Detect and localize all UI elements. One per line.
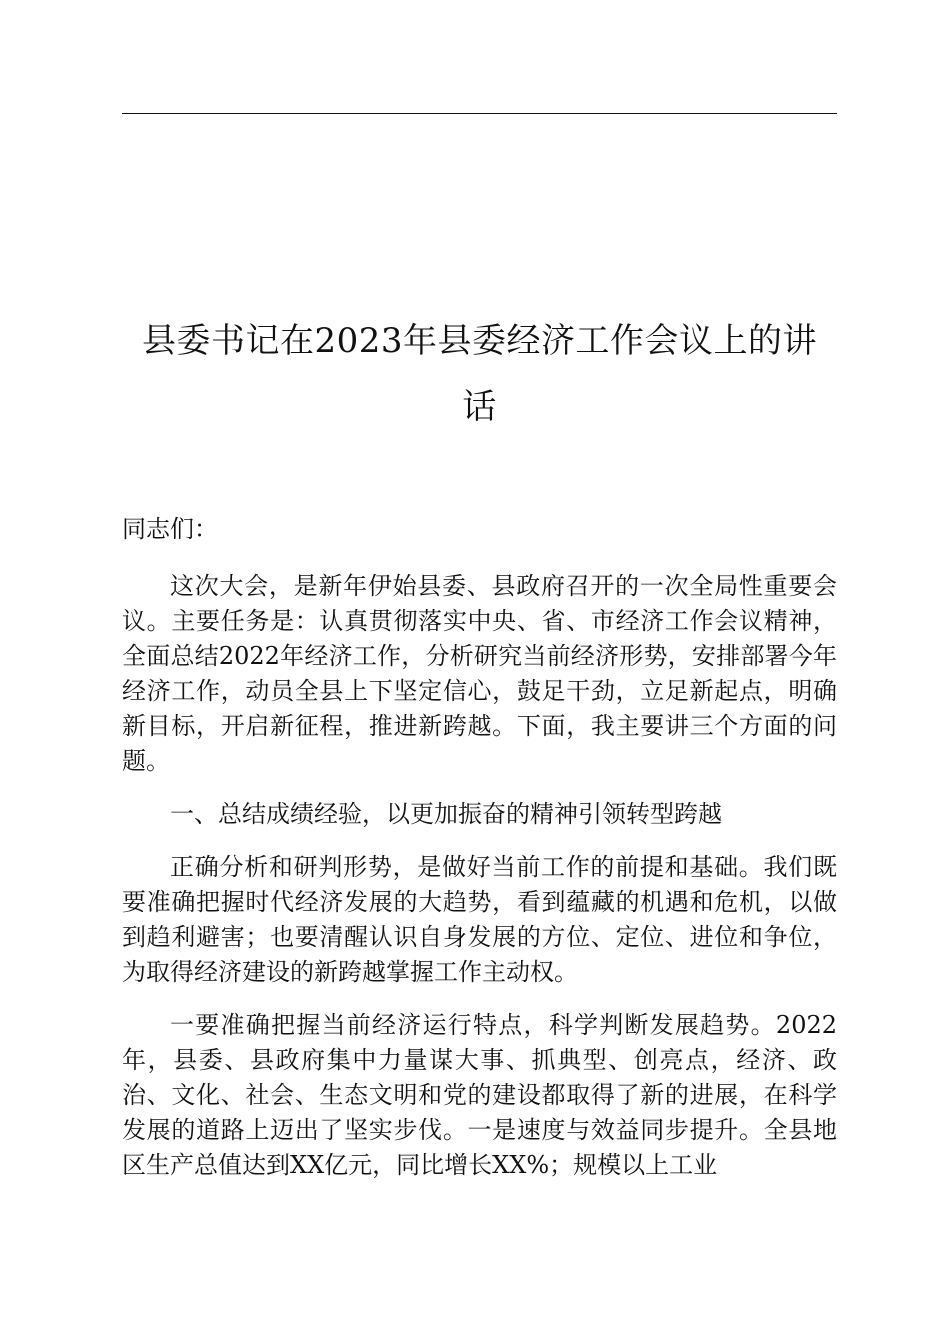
paragraph-economy: 一要准确把握当前经济运行特点，科学判断发展趋势。2022年，县委、县政府集中力量谋大事、抓典型、创亮点，经济、政治、文化、社会、生态文明和党的建设都取得了新的进展，在科学发展的道路上迈出了坚实步伐。一是速度与效益同步提升。全县地区生产总值达到XX亿元，同比增长XX%；规模以上工业 <box>122 1011 837 1179</box>
paragraph-situation: 正确分析和研判形势，是做好当前工作的前提和基础。我们既要准确把握时代经济发展的大趋势，看到蕴藏的机遇和危机，以做到趋利避害；也要清醒认识自身发展的方位、定位、进位和争位，为取得经济建设的新跨越掌握工作主动权。 <box>122 853 837 986</box>
title-line-2: 话 <box>462 387 497 427</box>
paragraph-intro: 这次大会，是新年伊始县委、县政府召开的一次全局性重要会议。主要任务是：认真贯彻落实中央、省、市经济工作会议精神，全面总结2022年经济工作，分析研究当前经济形势，安排部署今年经济工作，动员全县上下坚定信心，鼓足干劲，立足新起点，明确新目标，开启新征程，推进新跨越。下面，我主要讲三个方面的问题。 <box>122 572 837 775</box>
title-line-1: 县委书记在2023年县委经济工作会议上的讲 <box>141 321 818 361</box>
salutation: 同志们： <box>122 515 218 543</box>
section-heading: 一、总结成绩经验，以更加振奋的精神引领转型跨越 <box>170 800 722 828</box>
document-title <box>122 308 837 440</box>
header-rule <box>122 113 837 114</box>
document-body <box>122 512 837 1201</box>
